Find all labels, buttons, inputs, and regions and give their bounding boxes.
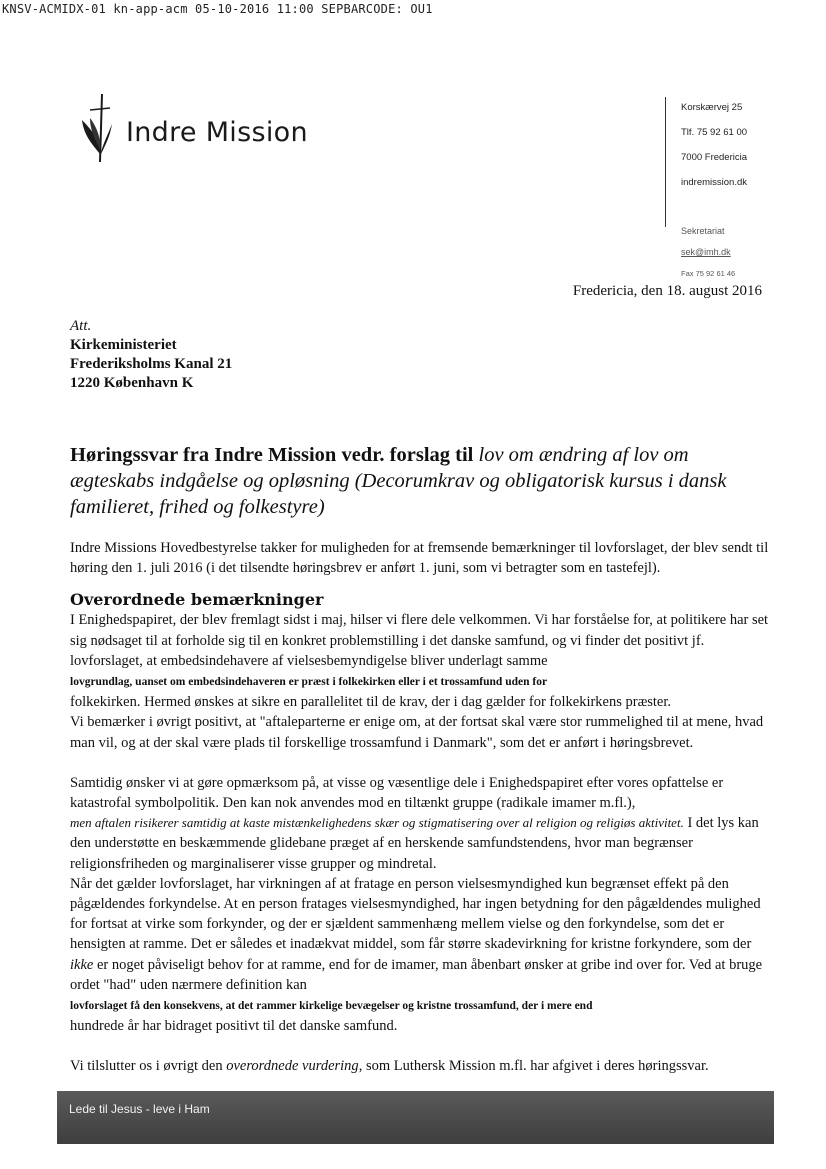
p2-emphasis: ikke	[70, 956, 94, 973]
recipient-city: 1220 København K	[70, 375, 194, 391]
footer-banner	[57, 1091, 774, 1144]
p1-bold-line: lovgrundlag, uanset om embedsindehaveren er præst i folkekirken eller i et trossamfund uden for	[70, 676, 548, 689]
secretariat-email[interactable]: sek@imh.dk	[681, 247, 731, 257]
contact-street: Korskærvej 25	[681, 102, 743, 113]
secretariat-block	[681, 221, 735, 284]
p1-text: I Enighedspapiret, der blev fremlagt sidst i maj, hilser vi flere dele velkommen. Vi har forståelse for, at politikere har set sig nødsaget til at forholde sig til en konkret problemstilling i det danske samfund, og vi finder det positivt jf. lovforslaget, at embedsindehavere af vielsesbemyndigelse bliver underlagt samme	[70, 612, 769, 669]
p2-italic: men aftalen risikerer samtidig at kaste mistænkelighedens skær og stigmatisering over al religion og religiøs aktivitet.	[70, 815, 684, 831]
logo	[78, 92, 308, 164]
footer-slogan: Lede til Jesus - leve i Ham	[69, 1102, 210, 1116]
paragraph-1	[70, 610, 770, 752]
p2-text-5: hundrede år har bidraget positivt til det danske samfund.	[70, 1018, 398, 1035]
p2-text-2: I det lys kan den understøtte en beskæmmende glidebane præget af en herskende samfundstendens, hvor man begrænser religionsfriheden og marginaliserer visse grupper og mindretal.	[70, 815, 759, 872]
recipient-address	[70, 317, 232, 393]
recipient-street: Frederiksholms Kanal 21	[70, 356, 233, 372]
section-title: Overordnede bemærkninger	[70, 590, 324, 610]
recipient-att: Att.	[70, 318, 92, 334]
p1-text-2: folkekirken. Hermed ønskes at sikre en parallelitet til de krav, der i dag gælder for folkekirkens præster.	[70, 694, 672, 711]
heading-italic: lov om ændring af lov om ægteskabs indgåelse og opløsning (Decorumkrav og obligatorisk kursus i dansk familieret, frihed og folkestyre)	[70, 444, 727, 518]
paragraph-2	[70, 773, 770, 1037]
secretariat-label: Sekretariat	[681, 226, 725, 236]
contact-phone: Tlf. 75 92 61 00	[681, 127, 748, 138]
secretariat-fax: Fax 75 92 61 46	[681, 269, 736, 278]
wheat-cross-icon	[78, 92, 120, 164]
contact-web[interactable]: indremission.dk	[681, 177, 747, 188]
p3-italic: overordnede vurdering	[226, 1058, 359, 1075]
p2-bold-line: lovforslaget få den konsekvens, at det rammer kirkelige bevægelser og kristne trossamfund, der i mere end	[70, 1000, 593, 1013]
logo-text: Indre Mission	[126, 116, 308, 148]
intro-paragraph: Indre Missions Hovedbestyrelse takker for muligheden for at fremsende bemærkninger til lovforslaget, der blev sendt til høring den 1. juli 2016 (i det tilsendte høringsbrev er anført 1. juni, som vi betragter som en tastefejl).	[70, 540, 769, 577]
letter-date: Fredericia, den 18. august 2016	[572, 283, 762, 299]
letter-heading	[70, 442, 770, 520]
paragraph-3	[70, 1056, 770, 1076]
heading-bold: Høringssvar fra Indre Mission vedr. forslag til	[70, 444, 479, 466]
p3-text: Vi tilslutter os i øvrigt den	[70, 1058, 227, 1075]
p2-text-4: er noget påviseligt behov for at ramme, end for de imamer, man åbenbart ønsker at gribe ind over for. Ved at bruge ordet "had" uden nærmere definition kan	[70, 956, 763, 993]
recipient-name: Kirkeministeriet	[70, 337, 177, 353]
p2-text: Samtidig ønsker vi at gøre opmærksom på, at visse og væsentlige dele i Enighedspapiret efter vores opfattelse er katastrofal symbolpolitik. Den kan nok anvendes mod en tiltænkt gruppe (radikale imamer m.fl.),	[70, 774, 724, 812]
p2-text-3: Når det gælder lovforslaget, har virkningen af at fratage en person vielsesmyndighed kun begrænset effekt på den pågældendes forkyndelse. At en person fratages vielsesmyndighed, har ingen betydning for den pågældendes mulighed for fortsat at virke som forkynder, og der er sjældent sammenhæng mellem vielse og den forkyndelse, som det er hensigten at ramme. Det er således et inadækvat middel, som får større skadevirkning for kristne forkyndere, som der	[70, 875, 761, 953]
letter-body	[70, 538, 770, 1077]
contact-city: 7000 Fredericia	[681, 152, 748, 163]
p3-text-2: , som Luthersk Mission m.fl. har afgivet i deres høringssvar.	[358, 1058, 709, 1075]
contact-block	[681, 95, 747, 195]
fax-header: KNSV-ACMIDX-01 kn-app-acm 05-10-2016 11:00 SEPBARCODE: OU1	[2, 2, 433, 16]
divider-line	[665, 97, 666, 227]
p1-text-3: Vi bemærker i øvrigt positivt, at "aftaleparterne er enige om, at der fortsat skal være stor rummelighed til at mene, hvad man vil, og at der skal være plads til forskellige trossamfund i Danmark", som det er anført i høringsbrevet.	[70, 714, 764, 751]
